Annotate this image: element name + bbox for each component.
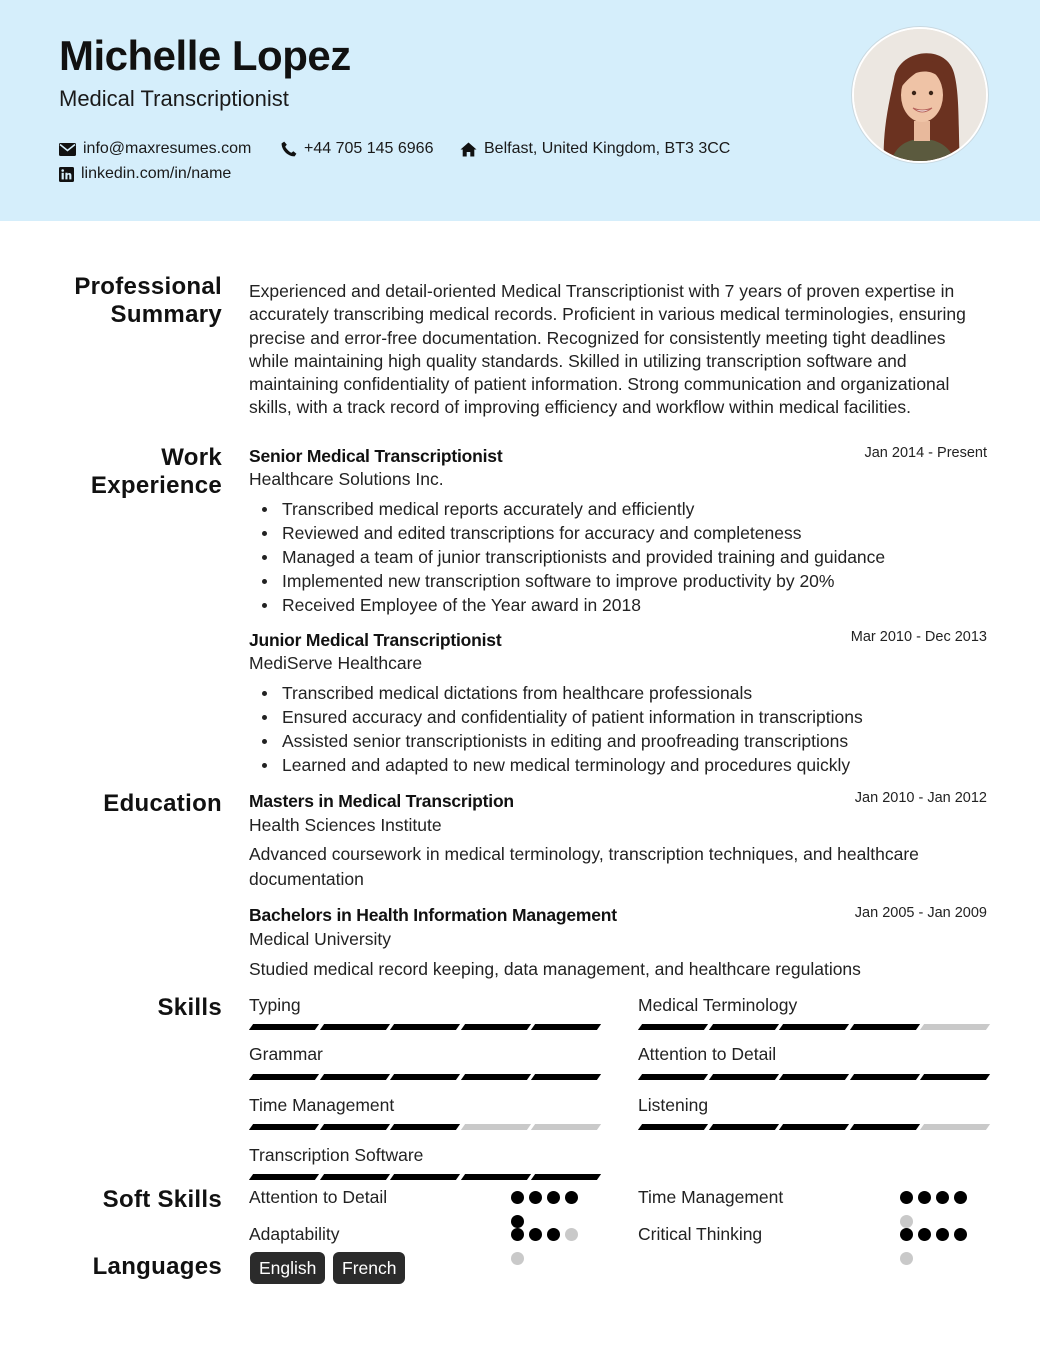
job-bullets <box>249 497 989 617</box>
list-item: Managed a team of junior transcriptionists and provided training and guidance <box>249 545 989 569</box>
envelope-icon <box>59 143 76 156</box>
skill-bar-segment <box>779 1074 849 1080</box>
rating-dot <box>565 1228 578 1241</box>
rating-dot <box>511 1228 524 1241</box>
rating-dot <box>954 1191 967 1204</box>
job-bullets <box>249 681 989 777</box>
skill-bar-segment <box>638 1074 708 1080</box>
skill-bar-segment <box>390 1124 460 1130</box>
soft-skill-rating <box>900 1228 972 1265</box>
skill-bar-segment <box>708 1024 778 1030</box>
skill-bar-segment <box>531 1024 601 1030</box>
skill-bar-segment <box>319 1024 389 1030</box>
skill-bar-segment <box>390 1174 460 1180</box>
linkedin-icon <box>59 167 74 182</box>
summary-text: Experienced and detail-oriented Medical Transcriptionist with 7 years of proven expertise in accurately transcribing medical records. Proficient in various medical terminologies, ensuring precise and error-free documentation. Recognized for consistently meeting tight deadlines while maintaining high quality standards. Skilled in utilizing transcription software and maintaining confidentiality of patient information. Strong communication and organizational skills, with a track record of improving efficiency and workflow within medical facilities. <box>249 281 966 418</box>
skill-bar-segment <box>849 1024 919 1030</box>
job-title: Senior Medical Transcriptionist <box>249 446 503 466</box>
skill-bar-segment <box>849 1124 919 1130</box>
rating-dot <box>547 1228 560 1241</box>
education-description: Advanced coursework in medical terminology, transcription techniques, and healthcare documentation <box>249 844 919 889</box>
job-title: Junior Medical Transcriptionist <box>249 630 502 650</box>
rating-dot <box>511 1252 524 1265</box>
candidate-title: Medical Transcriptionist <box>59 86 289 111</box>
rating-dot <box>918 1191 931 1204</box>
skill-bar-segment <box>708 1074 778 1080</box>
section-title-summary: Professional Summary <box>74 273 222 328</box>
skill-bar-segment <box>390 1024 460 1030</box>
skill-bar-segment <box>460 1124 530 1130</box>
skill-name: Grammar <box>249 1044 323 1064</box>
skill-bar-segment <box>638 1124 708 1130</box>
section-title-languages: Languages <box>92 1253 222 1280</box>
skill-bar-segment <box>249 1024 319 1030</box>
rating-dot <box>900 1191 913 1204</box>
skill-bar-segment <box>249 1174 319 1180</box>
skill-bar-segment <box>920 1124 990 1130</box>
list-item: Implemented new transcription software to improve productivity by 20% <box>249 569 989 593</box>
section-title-soft-skills: Soft Skills <box>102 1186 222 1213</box>
list-item: Assisted senior transcriptionists in editing and proofreading transcriptions <box>249 729 989 753</box>
contact-address <box>460 140 730 158</box>
skill-bar-segment <box>920 1024 990 1030</box>
job-dates: Jan 2014 - Present <box>864 445 987 461</box>
rating-dot <box>936 1191 949 1204</box>
skill-bar-segment <box>531 1074 601 1080</box>
education-dates: Jan 2005 - Jan 2009 <box>854 905 987 921</box>
job-company: MediServe Healthcare <box>249 653 423 673</box>
skill-bar-segment <box>849 1074 919 1080</box>
rating-dot <box>529 1228 542 1241</box>
skill-bar-segment <box>319 1174 389 1180</box>
skill-bar-segment <box>460 1024 530 1030</box>
skill-bar-segment <box>249 1124 319 1130</box>
home-icon <box>460 142 477 157</box>
rating-dot <box>936 1228 949 1241</box>
skill-bar-segment <box>920 1074 990 1080</box>
skill-bar <box>251 1124 599 1130</box>
education-school: Health Sciences Institute <box>249 815 442 835</box>
skill-bar <box>640 1024 988 1030</box>
candidate-name: Michelle Lopez <box>59 32 351 79</box>
education-description: Studied medical record keeping, data management, and healthcare regulations <box>249 959 861 979</box>
skill-bar <box>251 1174 599 1180</box>
soft-skill-name: Adaptability <box>249 1224 340 1244</box>
soft-skill-rating <box>900 1191 972 1228</box>
rating-dot <box>511 1191 524 1204</box>
skill-bar-segment <box>708 1124 778 1130</box>
section-title-education: Education <box>103 790 222 817</box>
language-badge: French <box>333 1252 405 1284</box>
skill-bar-segment <box>249 1074 319 1080</box>
email-text: info@maxresumes.com <box>83 140 252 157</box>
rating-dot <box>511 1215 524 1228</box>
rating-dot <box>529 1191 542 1204</box>
list-item: Transcribed medical dictations from healthcare professionals <box>249 681 989 705</box>
education-degree: Masters in Medical Transcription <box>249 791 514 811</box>
resume-header <box>0 0 1040 221</box>
section-title-work-experience: Work Experience <box>90 444 222 499</box>
skill-bar-segment <box>460 1074 530 1080</box>
skill-name: Listening <box>638 1095 709 1115</box>
list-item: Learned and adapted to new medical terminology and procedures quickly <box>249 753 989 777</box>
contact-phone[interactable] <box>281 140 433 158</box>
profile-photo <box>852 27 988 163</box>
education-dates: Jan 2010 - Jan 2012 <box>854 790 987 806</box>
skill-bar-segment <box>779 1024 849 1030</box>
section-title-skills: Skills <box>157 994 222 1021</box>
rating-dot <box>565 1191 578 1204</box>
skill-bar-segment <box>531 1174 601 1180</box>
skill-bar-segment <box>319 1074 389 1080</box>
skill-name: Attention to Detail <box>638 1044 777 1064</box>
contact-email[interactable] <box>59 140 251 158</box>
list-item: Transcribed medical reports accurately and efficiently <box>249 497 989 521</box>
phone-text: +44 705 145 6966 <box>304 140 434 157</box>
phone-icon <box>281 141 297 157</box>
rating-dot <box>918 1228 931 1241</box>
skill-bar-segment <box>319 1124 389 1130</box>
skill-name: Medical Terminology <box>638 995 798 1015</box>
skill-name: Transcription Software <box>249 1145 424 1165</box>
soft-skill-rating <box>511 1191 583 1228</box>
list-item: Reviewed and edited transcriptions for accuracy and completeness <box>249 521 989 545</box>
skill-bar-segment <box>460 1174 530 1180</box>
soft-skill-name: Attention to Detail <box>249 1187 388 1207</box>
rating-dot <box>900 1252 913 1265</box>
skill-name: Typing <box>249 995 301 1015</box>
skill-bar-segment <box>390 1074 460 1080</box>
address-text: Belfast, United Kingdom, BT3 3CC <box>484 140 731 157</box>
list-item: Received Employee of the Year award in 2018 <box>249 593 989 617</box>
contact-linkedin[interactable] <box>59 165 231 183</box>
rating-dot <box>900 1228 913 1241</box>
soft-skill-name: Time Management <box>638 1187 784 1207</box>
language-badge: English <box>250 1252 325 1284</box>
soft-skill-name: Critical Thinking <box>638 1224 763 1244</box>
job-company: Healthcare Solutions Inc. <box>249 469 444 489</box>
list-item: Ensured accuracy and confidentiality of patient information in transcriptions <box>249 705 989 729</box>
soft-skill-rating <box>511 1228 583 1265</box>
skill-bar <box>640 1074 988 1080</box>
rating-dot <box>954 1228 967 1241</box>
skill-bar-segment <box>638 1024 708 1030</box>
education-school: Medical University <box>249 929 391 949</box>
skill-bar <box>251 1024 599 1030</box>
job-dates: Mar 2010 - Dec 2013 <box>850 629 987 645</box>
skill-name: Time Management <box>249 1095 395 1115</box>
skill-bar-segment <box>531 1124 601 1130</box>
education-degree: Bachelors in Health Information Management <box>249 905 617 925</box>
skill-bar <box>251 1074 599 1080</box>
rating-dot <box>900 1215 913 1228</box>
linkedin-text: linkedin.com/in/name <box>81 165 232 182</box>
skill-bar-segment <box>779 1124 849 1130</box>
skill-bar <box>640 1124 988 1130</box>
rating-dot <box>547 1191 560 1204</box>
